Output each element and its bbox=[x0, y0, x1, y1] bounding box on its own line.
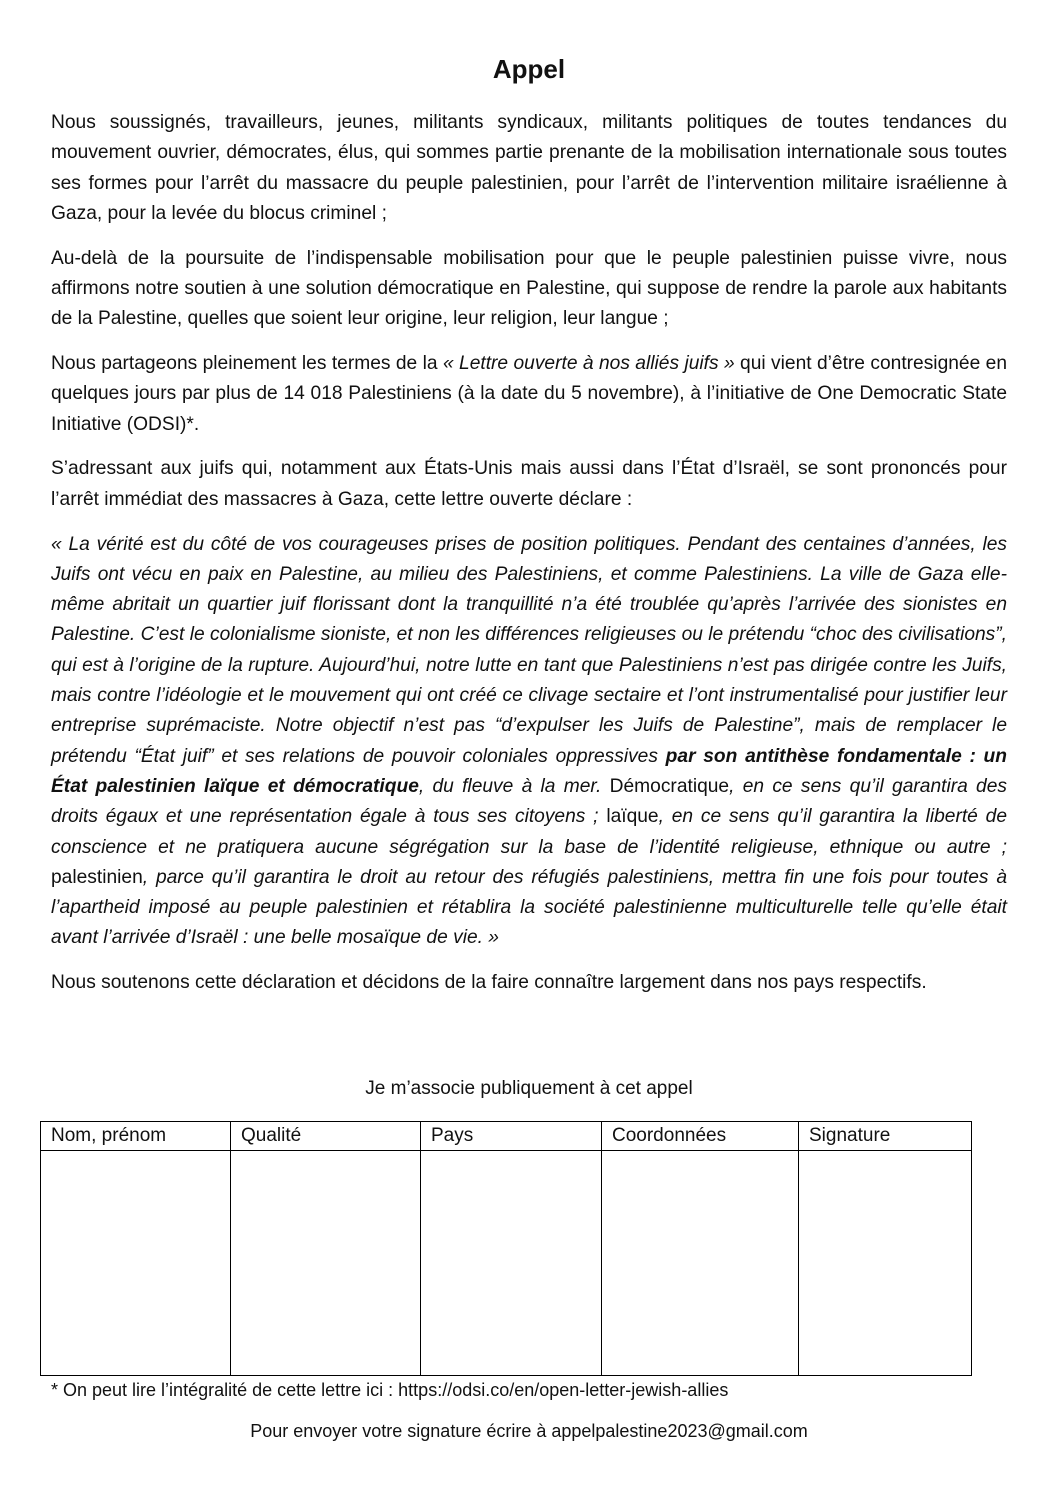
quote-word-laique: laïque bbox=[606, 806, 659, 828]
footnote: * On peut lire l’intégralité de cette lettre ici : https://odsi.co/en/open-letter-jewish-allies bbox=[51, 1380, 729, 1400]
cell-signature[interactable] bbox=[799, 1151, 972, 1376]
letter-quote bbox=[51, 530, 1007, 954]
letter-title: « Lettre ouverte à nos alliés juifs » bbox=[442, 353, 735, 375]
paragraph-3 bbox=[51, 349, 1007, 440]
quote-part-3: , en ce sens qu’il garantira des droits égaux et une représentation égale à tous ses citoyens ; bbox=[51, 775, 1007, 828]
quote-bold: par son antithèse fondamentale : un État palestinien laïque et démocratique bbox=[51, 745, 1007, 797]
table-header-row bbox=[41, 1122, 972, 1151]
paragraph-4: S’adressant aux juifs qui, notamment aux États-Unis mais aussi dans l’État d’Israël, se sont prononcés pour l’arrêt immédiat des massacres à Gaza, cette lettre ouverte déclare : bbox=[51, 458, 1007, 510]
paragraph-2: Au-delà de la poursuite de l’indispensable mobilisation pour que le peuple palestinien puisse vivre, nous affirmons notre soutien à une solution démocratique en Palestine, qui suppose de rendre la parole aux habitants de la Palestine, quelles que soient leur origine, leur religion, leur langue ; bbox=[51, 247, 1007, 330]
header-country: Pays bbox=[421, 1122, 602, 1151]
quote-part-2: , du fleuve à la mer. bbox=[418, 775, 610, 797]
quote-word-democratique: Démocratique bbox=[609, 775, 730, 797]
paragraph-3-before: Nous partageons pleinement les termes de la bbox=[51, 353, 443, 375]
send-instructions: Pour envoyer votre signature écrire à appelpalestine2023@gmail.com bbox=[250, 1421, 808, 1441]
quote-part-1: « La vérité est du côté de vos courageuses prises de position politiques. Pendant des centaines d’années, les Juifs ont vécu en paix en Palestine, au milieu des Palestiniens, et comme Palestiniens. La ville de Gaza elle-même abritait un quartier juif florissant dont la tranquillité n’a été troublée qu’après l’arrivée des sionistes en Palestine. C’est le colonialisme sioniste, et non les différences religieuses ou le prétendu “choc des civilisations”, qui est à l’origine de la rupture. Aujourd’hui, notre lutte en tant que Palestiniens n’est pas dirigée contre les Juifs, mais contre l’idéologie et le mouvement qui ont créé ce clivage sectaire et l’ont instrumentalisé pour justifier leur entreprise suprémaciste. Notre objectif n’est pas “d’expulser les Juifs de Palestine”, mais de remplacer le prétendu “État juif” et ses relations de pouvoir coloniales oppressives bbox=[51, 533, 1007, 767]
paragraph-3-after: qui vient d’être contresignée en quelques jours par plus de 14 018 Palestiniens (à la date du 5 novembre), à l’initiative de One Democratic State Initiative (ODSI)*. bbox=[51, 353, 1008, 435]
quote-part-4: , en ce sens qu’il garantira la liberté de conscience et ne pratiquera aucune ségrégation sur la base de l’identité religieuse, ethnique ou autre ; bbox=[51, 806, 1008, 858]
signature-table bbox=[40, 1121, 972, 1376]
header-contact: Coordonnées bbox=[602, 1122, 799, 1151]
table-row bbox=[41, 1151, 972, 1376]
associate-caption: Je m’associe publiquement à cet appel bbox=[365, 1078, 693, 1099]
header-quality: Qualité bbox=[231, 1122, 421, 1151]
cell-quality[interactable] bbox=[231, 1151, 421, 1376]
cell-contact[interactable] bbox=[602, 1151, 799, 1376]
header-signature: Signature bbox=[799, 1122, 972, 1151]
paragraph-6: Nous soutenons cette déclaration et décidons de la faire connaître largement dans nos pays respectifs. bbox=[51, 972, 927, 994]
cell-country[interactable] bbox=[421, 1151, 602, 1376]
quote-part-5: , parce qu’il garantira le droit au retour des réfugiés palestiniens, mettra fin une fois pour toutes à l’apartheid imposé au peuple palestinien et rétablira la société palestinienne multiculturelle telle qu’elle était avant l’arrivée d’Israël : une belle mosaïque de vie. » bbox=[51, 866, 1007, 949]
header-name: Nom, prénom bbox=[41, 1122, 231, 1151]
cell-name[interactable] bbox=[41, 1151, 231, 1376]
quote-word-palestinien: palestinien bbox=[51, 866, 143, 888]
paragraph-1: Nous soussignés, travailleurs, jeunes, militants syndicaux, militants politiques de toutes tendances du mouvement ouvrier, démocrates, élus, qui sommes partie prenante de la mobilisation internationale sous toutes ses formes pour l’arrêt du massacre du peuple palestinien, pour l’arrêt de l’intervention militaire israélienne à Gaza, pour la levée du blocus criminel ; bbox=[51, 112, 1007, 224]
document-body bbox=[51, 108, 1007, 1013]
page-title: Appel bbox=[492, 54, 566, 84]
